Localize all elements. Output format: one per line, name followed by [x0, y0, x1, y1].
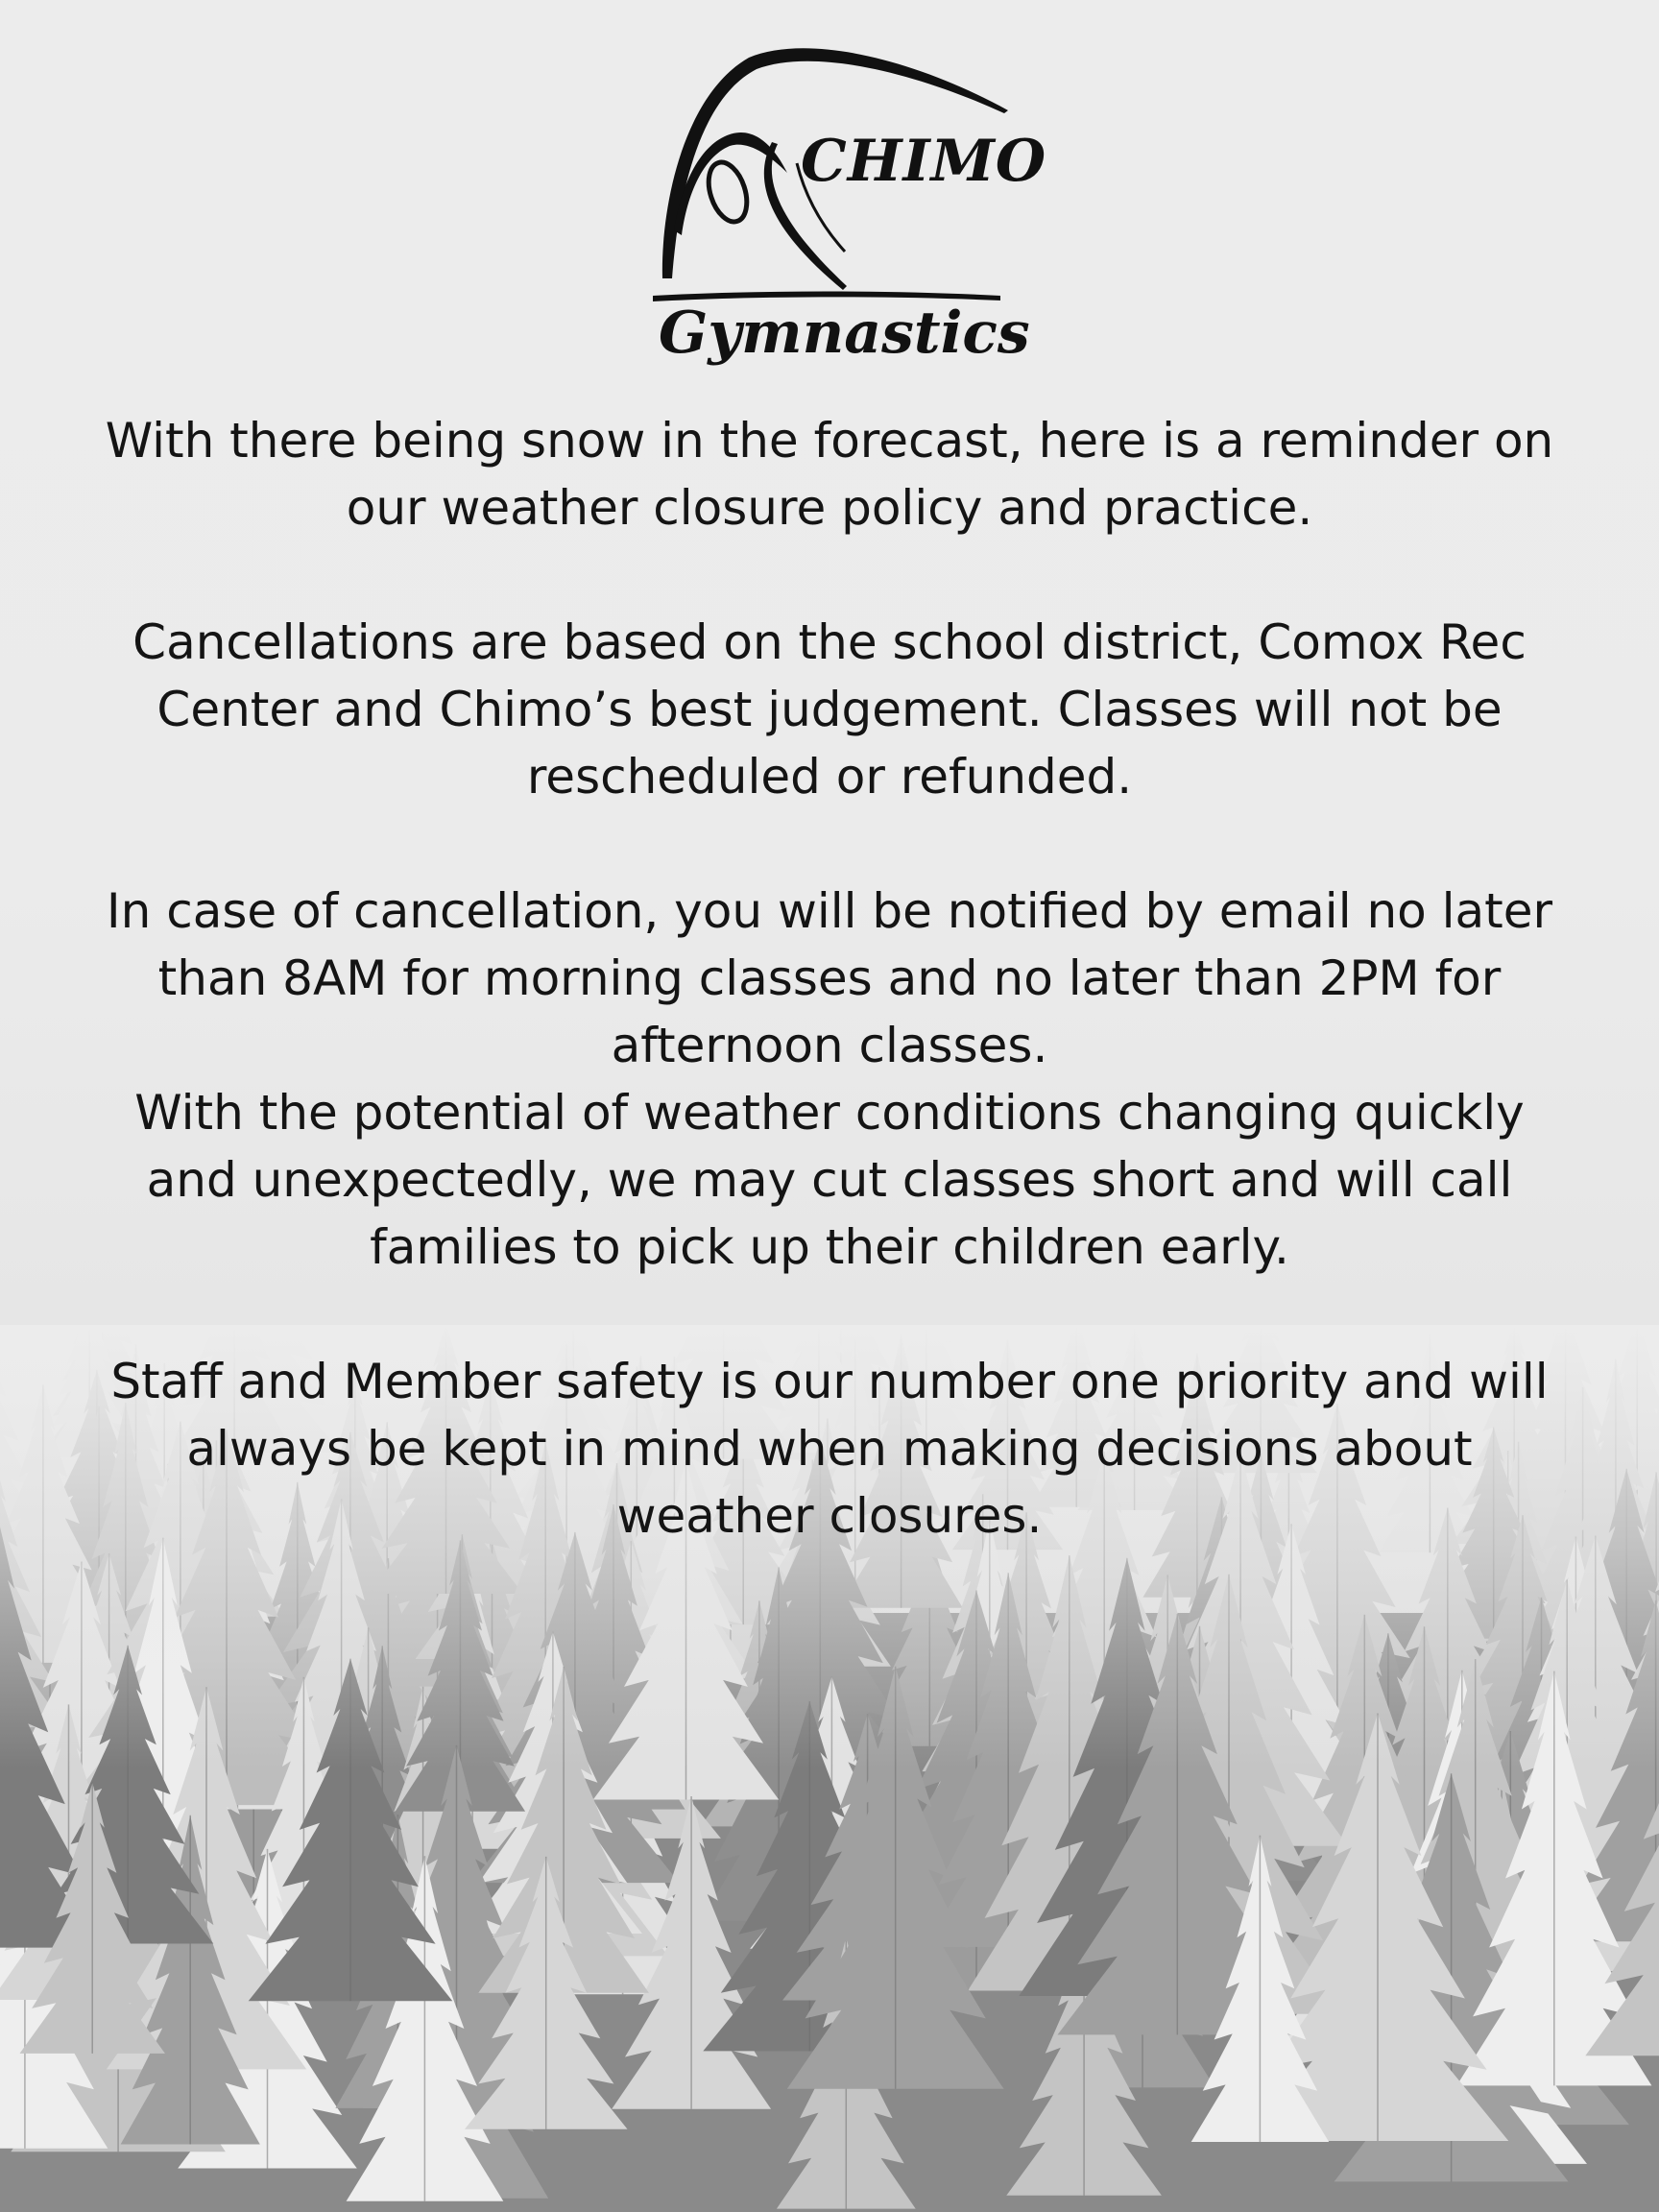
logo-brand-text: CHIMO — [801, 128, 1047, 195]
logo-subtitle-text: Gymnastics — [659, 300, 1030, 367]
paragraph-intro: With there being snow in the forecast, here is a reminder on our weather closure policy and practice. — [105, 413, 1554, 536]
paragraph-spacer — [96, 541, 1563, 609]
paragraph-cancellation-basis: Cancellations are based on the school district, Comox Rec Center and Chimo’s best judgement. Classes will not be rescheduled or refunded. — [132, 614, 1527, 805]
paragraph-spacer — [96, 1281, 1563, 1348]
paragraph-spacer — [96, 810, 1563, 878]
announcement-body — [96, 407, 1563, 1550]
paragraph-notification: In case of cancellation, you will be notified by email no later than 8AM for morning classes and no later than 2PM for afternoon classes. — [106, 883, 1553, 1073]
chimo-gymnastics-logo — [643, 38, 1047, 374]
paragraph-safety: Staff and Member safety is our number one priority and will always be kept in mind when making decisions about weather closures. — [110, 1354, 1549, 1544]
paragraph-early-pickup: With the potential of weather conditions changing quickly and unexpectedly, we may cut classes short and will call families to pick up their children early. — [134, 1085, 1525, 1275]
